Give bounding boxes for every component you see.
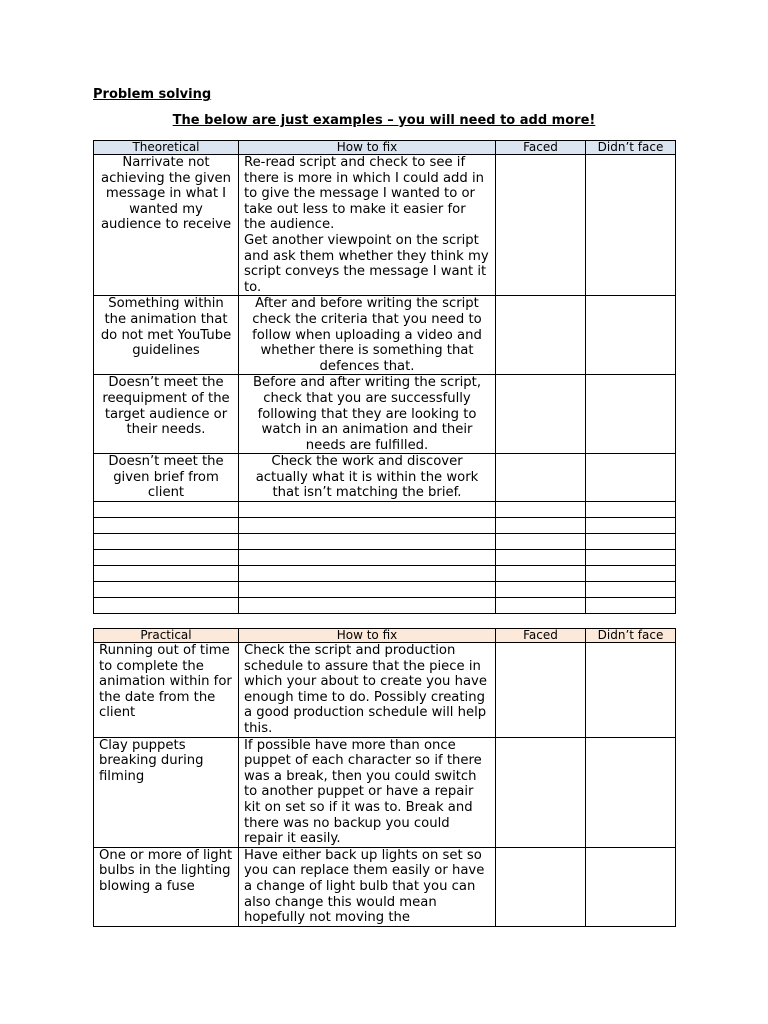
fix-cell: Re-read script and check to see if there is more in which I could add in to give the message I wanted to or take out less to make it easier for the audience. Get another viewpoint on the script and ask them whether they think my script conveys the message I want it to. xyxy=(239,155,496,296)
problem-cell: Something within the animation that do not met YouTube guidelines xyxy=(94,296,239,375)
fix-cell: Have either back up lights on set so you can replace them easily or have a change of light bulb that you can also change this would mean hopefully not moving the xyxy=(239,847,496,926)
empty-row xyxy=(94,550,676,566)
faced-cell[interactable] xyxy=(496,375,586,454)
page-title: Problem solving xyxy=(93,87,212,102)
faced-cell[interactable] xyxy=(496,643,586,738)
table-row xyxy=(94,155,676,296)
empty-row xyxy=(94,518,676,534)
fix-cell: If possible have more than once puppet of each character so if there was a break, then you could switch to another puppet or have a repair kit on set so if it was to. Break and there was no backup you could repair it easily. xyxy=(239,737,496,847)
header-faced: Faced xyxy=(496,629,586,643)
header-faced: Faced xyxy=(496,141,586,155)
empty-row xyxy=(94,598,676,614)
table-row xyxy=(94,296,676,375)
didnt-face-cell[interactable] xyxy=(586,155,676,296)
table-row xyxy=(94,737,676,847)
problem-cell: Narrivate not achieving the given message in what I wanted my audience to receive xyxy=(94,155,239,296)
faced-cell[interactable] xyxy=(496,737,586,847)
didnt-face-cell[interactable] xyxy=(586,454,676,502)
table-header-row xyxy=(94,629,676,643)
header-practical: Practical xyxy=(94,629,239,643)
table-row xyxy=(94,643,676,738)
fix-cell: After and before writing the script check the criteria that you need to follow when uploading a video and whether there is something that defences that. xyxy=(239,296,496,375)
faced-cell[interactable] xyxy=(496,155,586,296)
table-row xyxy=(94,847,676,926)
empty-row xyxy=(94,566,676,582)
problem-cell: Clay puppets breaking during filming xyxy=(94,737,239,847)
table-row xyxy=(94,454,676,502)
page-subtitle: The below are just examples – you will need to add more! xyxy=(172,113,596,128)
problem-cell: Doesn’t meet the reequipment of the target audience or their needs. xyxy=(94,375,239,454)
fix-cell: Check the script and production schedule to assure that the piece in which your about to create you have enough time to do. Possibly creating a good production schedule will help this. xyxy=(239,643,496,738)
header-theoretical: Theoretical xyxy=(94,141,239,155)
theoretical-table xyxy=(93,140,676,614)
empty-row xyxy=(94,502,676,518)
header-how-to-fix: How to fix xyxy=(239,629,496,643)
header-didnt-face: Didn’t face xyxy=(586,629,676,643)
didnt-face-cell[interactable] xyxy=(586,643,676,738)
table-row xyxy=(94,375,676,454)
problem-cell: One or more of light bulbs in the lighting blowing a fuse xyxy=(94,847,239,926)
practical-table xyxy=(93,628,676,927)
header-didnt-face: Didn’t face xyxy=(586,141,676,155)
didnt-face-cell[interactable] xyxy=(586,375,676,454)
table-header-row xyxy=(94,141,676,155)
faced-cell[interactable] xyxy=(496,847,586,926)
empty-row xyxy=(94,582,676,598)
problem-cell: Running out of time to complete the animation within for the date from the client xyxy=(94,643,239,738)
fix-cell: Check the work and discover actually what it is within the work that isn’t matching the brief. xyxy=(239,454,496,502)
fix-cell: Before and after writing the script, check that you are successfully following that they are looking to watch in an animation and their needs are fulfilled. xyxy=(239,375,496,454)
header-how-to-fix: How to fix xyxy=(239,141,496,155)
didnt-face-cell[interactable] xyxy=(586,296,676,375)
problem-cell: Doesn’t meet the given brief from client xyxy=(94,454,239,502)
faced-cell[interactable] xyxy=(496,296,586,375)
didnt-face-cell[interactable] xyxy=(586,847,676,926)
faced-cell[interactable] xyxy=(496,454,586,502)
didnt-face-cell[interactable] xyxy=(586,737,676,847)
empty-row xyxy=(94,534,676,550)
